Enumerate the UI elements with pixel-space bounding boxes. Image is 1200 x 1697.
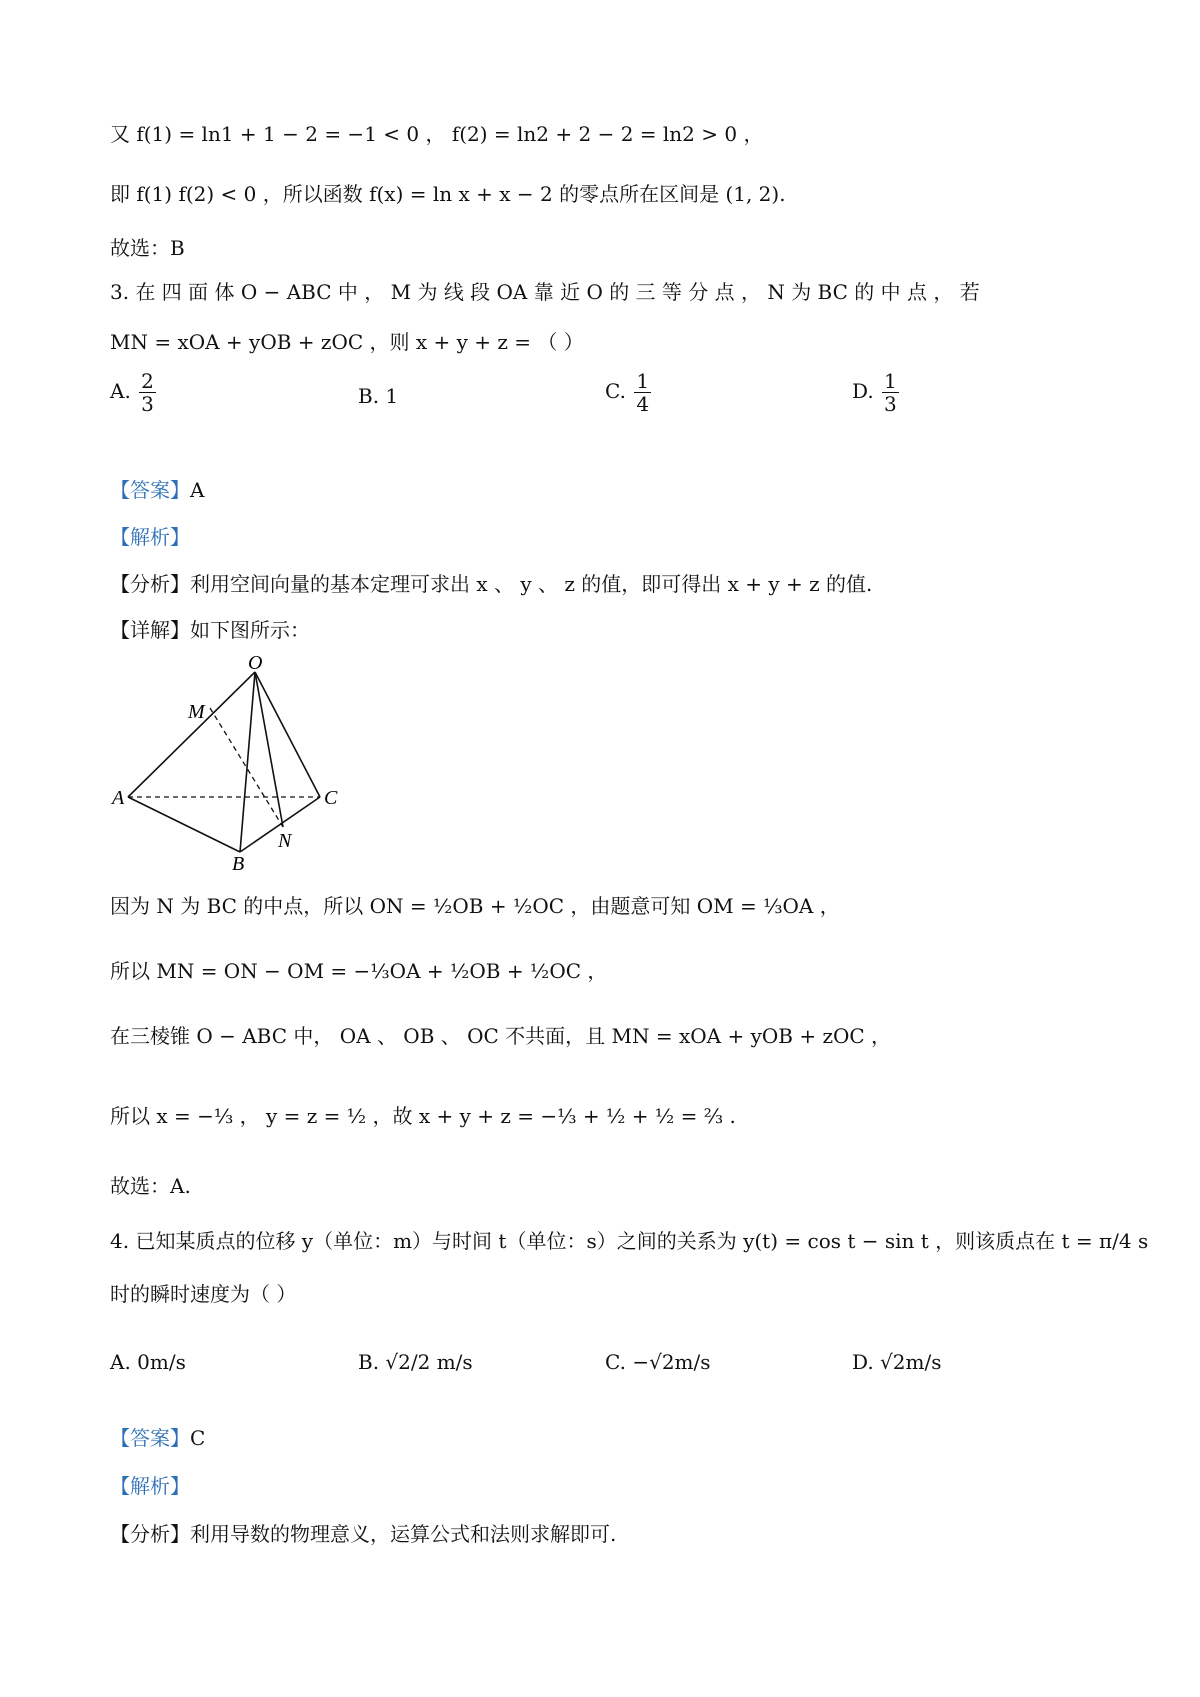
option-label: C.	[605, 1350, 626, 1374]
q3-answer	[110, 474, 204, 503]
xiangjie-tag: 【详解】	[110, 618, 190, 642]
label-O: O	[248, 655, 263, 674]
q3-option-d	[852, 370, 901, 415]
q3-final: 故选：A.	[110, 1174, 191, 1198]
q3-option-a	[110, 370, 158, 415]
q4-stem-b: 时的瞬时速度为（ ）	[110, 1282, 297, 1306]
tetrahedron-diagram	[110, 655, 370, 870]
option-label: B.	[358, 384, 380, 408]
q4-analysis-tag: 【解析】	[110, 1474, 190, 1498]
xiangjie-text: 如下图所示：	[190, 618, 310, 642]
numerator: 1	[884, 369, 897, 393]
q4-option-a	[110, 1350, 186, 1374]
fenxi-text: 利用空间向量的基本定理可求出 x 、 y 、 z 的值，即可得出 x + y + z 的值.	[190, 572, 873, 596]
q3-analysis-tag: 【解析】	[110, 525, 190, 549]
q3-solution-2: 所以 MN = ON − OM = −⅓OA + ½OB + ½OC ，	[110, 959, 608, 983]
fenxi-tag: 【分析】	[110, 1522, 190, 1546]
q4-stem-a: 4. 已知某质点的位移 y（单位：m）与时间 t（单位：s）之间的关系为 y(t) = cos t − sin t ，则该质点在 t = π/4 s	[110, 1229, 1149, 1253]
q3-solution-1: 因为 N 为 BC 的中点，所以 ON = ½OB + ½OC ，由题意可知 OM = ⅓OA ，	[110, 894, 840, 918]
q4-option-d	[852, 1350, 941, 1374]
option-label: D.	[852, 379, 874, 403]
q3-option-b	[358, 384, 398, 408]
q3-solution-3: 在三棱锥 O − ABC 中， OA 、 OB 、 OC 不共面，且 MN = xOA + yOB + zOC ，	[110, 1024, 892, 1048]
option-label: A.	[110, 379, 131, 403]
numerator: 1	[636, 369, 650, 393]
answer-value: A	[190, 478, 205, 502]
label-C: C	[324, 787, 338, 809]
q3-stem-a: 3. 在 四 面 体 O − ABC 中 ， M 为 线 段 OA 靠 近 O 的 三 等 分 点 ， N 为 BC 的 中 点 ， 若	[110, 280, 980, 304]
label-M: M	[188, 701, 205, 723]
answer-prev: 故选：B	[110, 236, 185, 260]
q3-fenxi	[110, 568, 872, 597]
answer-value: C	[190, 1426, 206, 1450]
numerator: 2	[141, 369, 154, 393]
edge-OA	[128, 672, 255, 797]
label-B: B	[232, 853, 245, 870]
q4-option-b	[358, 1350, 473, 1374]
option-value: 1	[385, 384, 399, 408]
q3-option-c	[605, 370, 653, 415]
q4-option-c	[605, 1350, 711, 1374]
option-fraction	[634, 370, 651, 415]
edge-AB	[128, 797, 240, 852]
option-value: −√2m/s	[632, 1350, 711, 1374]
edge-OB	[240, 672, 255, 852]
option-value: √2/2 m/s	[385, 1350, 473, 1374]
q4-answer	[110, 1422, 205, 1451]
option-value: 0m/s	[137, 1350, 186, 1374]
option-label: A.	[110, 1350, 131, 1374]
q4-fenxi	[110, 1518, 616, 1547]
option-value: √2m/s	[880, 1350, 942, 1374]
option-fraction	[139, 370, 156, 415]
fenxi-tag: 【分析】	[110, 572, 190, 596]
answer-tag: 【答案】	[110, 1426, 190, 1450]
answer-tag: 【答案】	[110, 478, 190, 502]
denominator: 3	[884, 392, 897, 416]
label-N: N	[278, 830, 292, 852]
denominator: 3	[141, 392, 154, 416]
line-f1-f2: 又 f(1) = ln1 + 1 − 2 = −1 < 0 ， f(2) = ln2 + 2 − 2 = ln2 > 0 ，	[110, 122, 764, 146]
edge-OC	[255, 672, 320, 797]
q3-xiangjie	[110, 614, 310, 643]
option-label: B.	[358, 1350, 380, 1374]
option-label: D.	[852, 1350, 874, 1374]
label-A: A	[112, 787, 125, 809]
option-fraction	[882, 370, 899, 415]
line-zero-interval: 即 f(1) f(2) < 0 ，所以函数 f(x) = ln x + x − 2 的零点所在区间是 (1, 2).	[110, 182, 786, 206]
option-label: C.	[605, 379, 626, 403]
q3-solution-4: 所以 x = −⅓ ， y = z = ½ ，故 x + y + z = −⅓ + ½ + ½ = ⅔ .	[110, 1104, 736, 1128]
q3-stem-b: MN = xOA + yOB + zOC ，则 x + y + z = （ ）	[110, 330, 584, 354]
denominator: 4	[636, 392, 650, 416]
fenxi-text: 利用导数的物理意义，运算公式和法则求解即可.	[190, 1522, 617, 1546]
